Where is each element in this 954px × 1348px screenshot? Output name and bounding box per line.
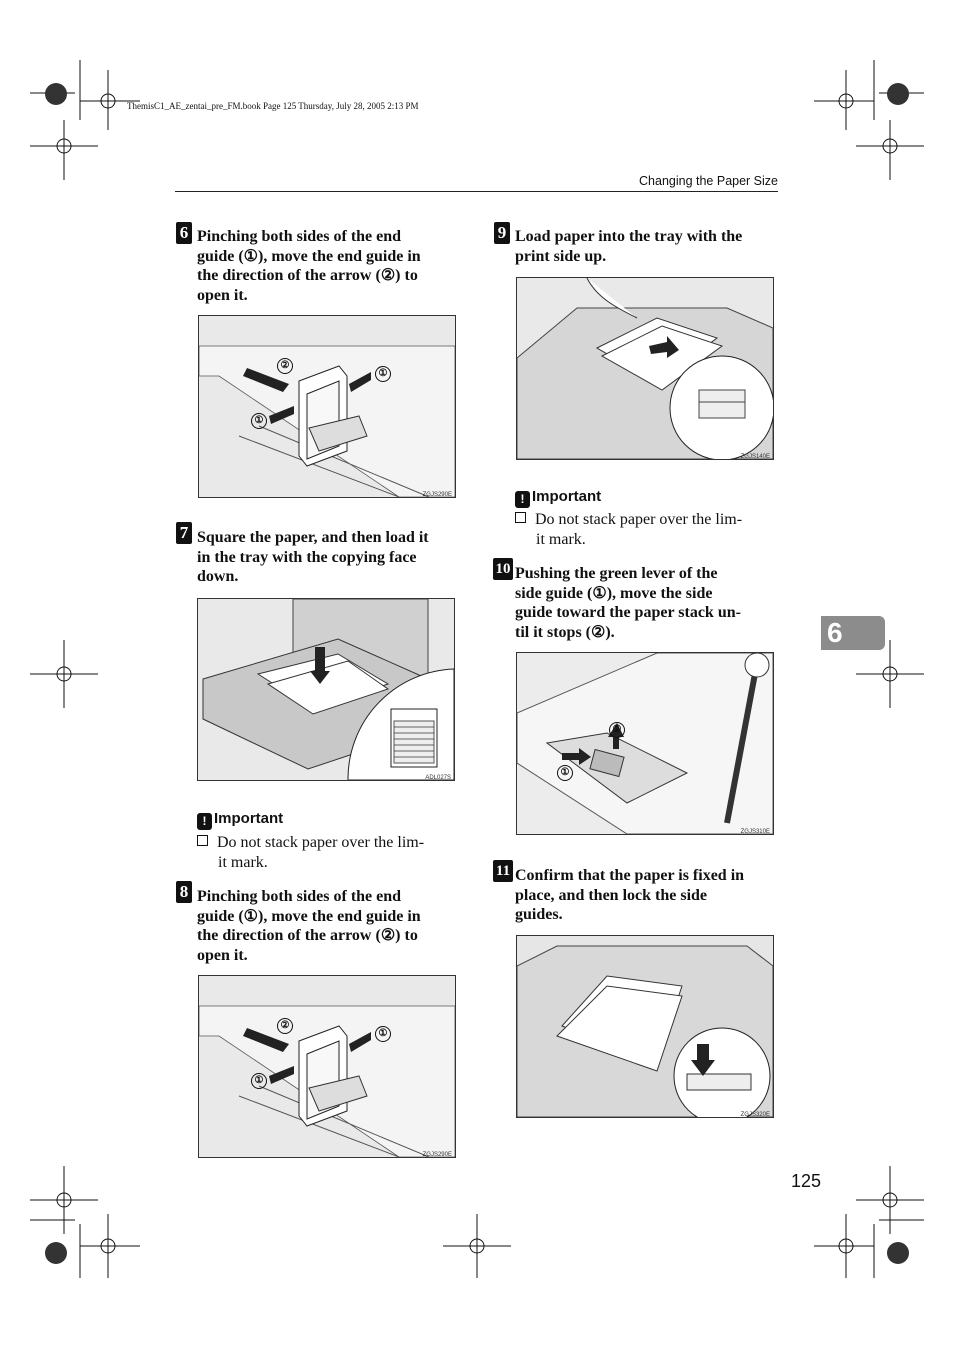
important-icon: ! — [197, 813, 212, 830]
figure-code: ZGJS140E — [740, 454, 770, 460]
callout-2: ② — [609, 722, 625, 738]
important-icon: ! — [515, 491, 530, 508]
figure-paper-print-side-up — [516, 277, 774, 460]
figure-code: ZGJS290E — [422, 492, 452, 498]
step-number: 8 — [176, 881, 192, 903]
book-meta: ThemisC1_AE_zentai_pre_FM.book Page 125 Thursday, July 28, 2005 2:13 PM — [127, 101, 419, 111]
callout-2: ② — [277, 358, 293, 374]
step-number: 9 — [494, 222, 510, 244]
important-note: Do not stack paper over the lim- it mark. — [197, 833, 460, 872]
step-text: Pinching both sides of the end guide (①), move the end guide in the direction of the arrow (②) to open it. — [197, 888, 421, 964]
figure-code: ZGJS310E — [740, 829, 770, 835]
callout-1: ① — [557, 765, 573, 781]
callout-1: ① — [375, 1026, 391, 1042]
checkbox-icon — [197, 835, 208, 846]
running-head: Changing the Paper Size — [639, 174, 778, 188]
important-heading: ! Important — [515, 488, 601, 508]
step-number: 11 — [493, 860, 513, 882]
figure-code: ZGJS320E — [740, 1112, 770, 1118]
checkbox-icon — [515, 512, 526, 523]
callout-1: ① — [251, 413, 267, 429]
figure-code: ADL027S — [425, 775, 451, 781]
step-number: 10 — [493, 558, 513, 580]
callout-1: ① — [375, 366, 391, 382]
step-text: Load paper into the tray with the print side up. — [515, 228, 743, 265]
chapter-tab: 6 — [821, 616, 885, 650]
callout-1: ① — [251, 1073, 267, 1089]
page-number: 125 — [791, 1171, 822, 1191]
header-rule — [175, 191, 778, 192]
figure-load-paper — [197, 598, 455, 781]
step-text: Confirm that the paper is fixed in place, and then lock the side guides. — [515, 867, 745, 923]
figure-code: ZGJS290E — [422, 1152, 452, 1158]
step-number: 7 — [176, 522, 192, 544]
important-note: Do not stack paper over the lim- it mark. — [515, 510, 779, 549]
figure-side-guide — [516, 652, 774, 835]
step-text: Pushing the green lever of the side guide (①), move the side guide toward the paper stack un- til it stops (②). — [515, 565, 741, 641]
step-text: Square the paper, and then load it in the tray with the copying face down. — [197, 529, 429, 585]
figure-end-guide — [198, 315, 456, 498]
figure-end-guide — [198, 975, 456, 1158]
callout-2: ② — [277, 1018, 293, 1034]
figure-lock-side-guides — [516, 935, 774, 1118]
step-text: Pinching both sides of the end guide (①), move the end guide in the direction of the arrow (②) to open it. — [197, 228, 421, 304]
step-number: 6 — [176, 222, 192, 244]
important-heading: ! Important — [197, 810, 283, 830]
